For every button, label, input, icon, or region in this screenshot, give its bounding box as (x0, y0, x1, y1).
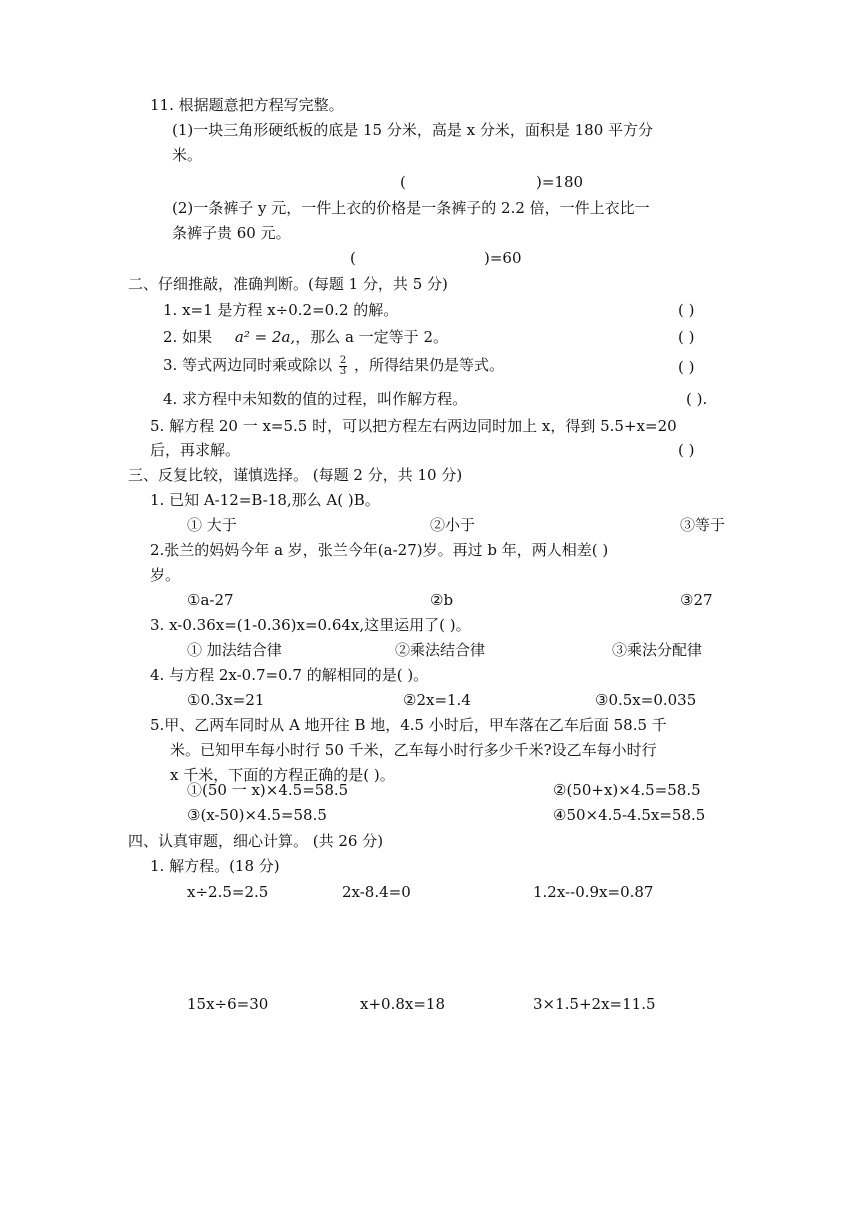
s2-q2-math: a² = 2a, (234, 328, 296, 346)
s2-question-3 (163, 355, 504, 377)
s3-question-2-line2: 岁。 (150, 566, 181, 584)
s3-question-4: 4. 与方程 2x-0.7=0.7 的解相同的是( )。 (150, 666, 429, 684)
section2-title: 二、仔细推敲，准确判断。(每题 1 分，共 5 分) (128, 275, 448, 293)
s3-q1-option-3: ③等于 (680, 516, 726, 534)
q11-part1-blank-right: )=180 (536, 173, 584, 191)
q11-part1-line2: 米。 (172, 146, 203, 164)
s2-q5-answer-paren: ( ) (678, 441, 695, 459)
s4-question-1: 1. 解方程。(18 分) (150, 857, 280, 875)
s2-q1-answer-paren: ( ) (678, 301, 695, 319)
equation-2: 2x-8.4=0 (342, 883, 411, 901)
s3-q3-option-2: ②乘法结合律 (395, 641, 486, 659)
q11-part1-blank-left: ( (400, 173, 406, 191)
q11-title: 11. 根据题意把方程写完整。 (150, 96, 344, 114)
s3-q2-option-2: ②b (430, 591, 454, 609)
s2-question-5-line2: 后，再求解。 (150, 441, 241, 459)
s2-question-5-line1: 5. 解方程 20 一 x=5.5 时，可以把方程左右两边同时加上 x，得到 5.5+x=20 (150, 417, 677, 435)
s3-q5-option-1: ①(50 一 x)×4.5=58.5 (187, 781, 349, 799)
s3-q5-option-4: ④50×4.5-4.5x=58.5 (553, 806, 706, 824)
s2-q2-answer-paren: ( ) (678, 328, 695, 346)
fraction-numerator: 2 (339, 354, 347, 366)
s3-question-5-line1: 5.甲、乙两车同时从 A 地开往 B 地，4.5 小时后，甲车落在乙车后面 58.5 千 (150, 716, 667, 734)
s3-q1-option-1: ① 大于 (187, 516, 237, 534)
s3-q3-option-1: ① 加法结合律 (187, 641, 282, 659)
s3-q3-option-3: ③乘法分配律 (612, 641, 703, 659)
s3-q5-option-3: ③(x-50)×4.5=58.5 (187, 806, 327, 824)
s2-q2-suffix: ，那么 a 一定等于 2。 (295, 328, 448, 346)
s3-q1-option-2: ②小于 (430, 516, 476, 534)
s2-q4-answer-paren: ( ). (686, 390, 708, 408)
s2-question-2 (163, 327, 448, 347)
s3-question-1: 1. 已知 A-12=B-18,那么 A( )B。 (150, 491, 380, 509)
s2-q3-prefix: 3. 等式两边同时乘或除以 (163, 356, 333, 374)
s3-q4-option-1: ①0.3x=21 (187, 691, 265, 709)
s2-q2-prefix: 2. 如果 (163, 328, 213, 346)
q11-part1-line1: (1)一块三角形硬纸板的底是 15 分米，高是 x 分米，面积是 180 平方分 (172, 121, 654, 139)
s3-question-3: 3. x-0.36x=(1-0.36)x=0.64x,这里运用了( )。 (150, 616, 471, 634)
s2-question-1: 1. x=1 是方程 x÷0.2=0.2 的解。 (163, 301, 399, 319)
equation-3: 1.2x--0.9x=0.87 (533, 883, 654, 901)
q11-part2-line2: 条裤子贵 60 元。 (172, 224, 291, 242)
equation-1: x÷2.5=2.5 (187, 883, 269, 901)
q11-part2-blank-left: ( (350, 249, 356, 267)
s2-q3-answer-paren: ( ) (678, 358, 695, 376)
section3-title: 三、反复比较，谨慎选择。 (每题 2 分，共 10 分) (128, 466, 463, 484)
s2-q3-suffix: ，所得结果仍是等式。 (354, 356, 505, 374)
s3-q5-option-2: ②(50+x)×4.5=58.5 (553, 781, 701, 799)
section4-title: 四、认真审题，细心计算。 (共 26 分) (128, 832, 384, 850)
s2-question-4: 4. 求方程中未知数的值的过程，叫作解方程。 (163, 390, 468, 408)
equation-5: x+0.8x=18 (360, 995, 445, 1013)
equation-6: 3×1.5+2x=11.5 (533, 995, 656, 1013)
q11-part2-blank-right: )=60 (484, 249, 522, 267)
s3-q4-option-3: ③0.5x=0.035 (595, 691, 697, 709)
s3-q2-option-3: ③27 (680, 591, 713, 609)
s3-q2-option-1: ①a-27 (187, 591, 234, 609)
fraction-denominator: 3 (339, 365, 347, 377)
s3-question-5-line2: 米。已知甲车每小时行 50 千米，乙车每小时行多少千米?设乙车每小时行 (170, 741, 657, 759)
s3-question-5-line3: x 千米，下面的方程正确的是( )。 (170, 766, 395, 784)
s2-q3-fraction (339, 356, 347, 377)
equation-4: 15x÷6=30 (187, 995, 269, 1013)
s3-question-2-line1: 2.张兰的妈妈今年 a 岁，张兰今年(a-27)岁。再过 b 年，两人相差( ) (150, 541, 609, 559)
q11-part2-line1: (2)一条裤子 y 元，一件上衣的价格是一条裤子的 2.2 倍，一件上衣比一 (172, 199, 650, 217)
s3-q4-option-2: ②2x=1.4 (403, 691, 471, 709)
